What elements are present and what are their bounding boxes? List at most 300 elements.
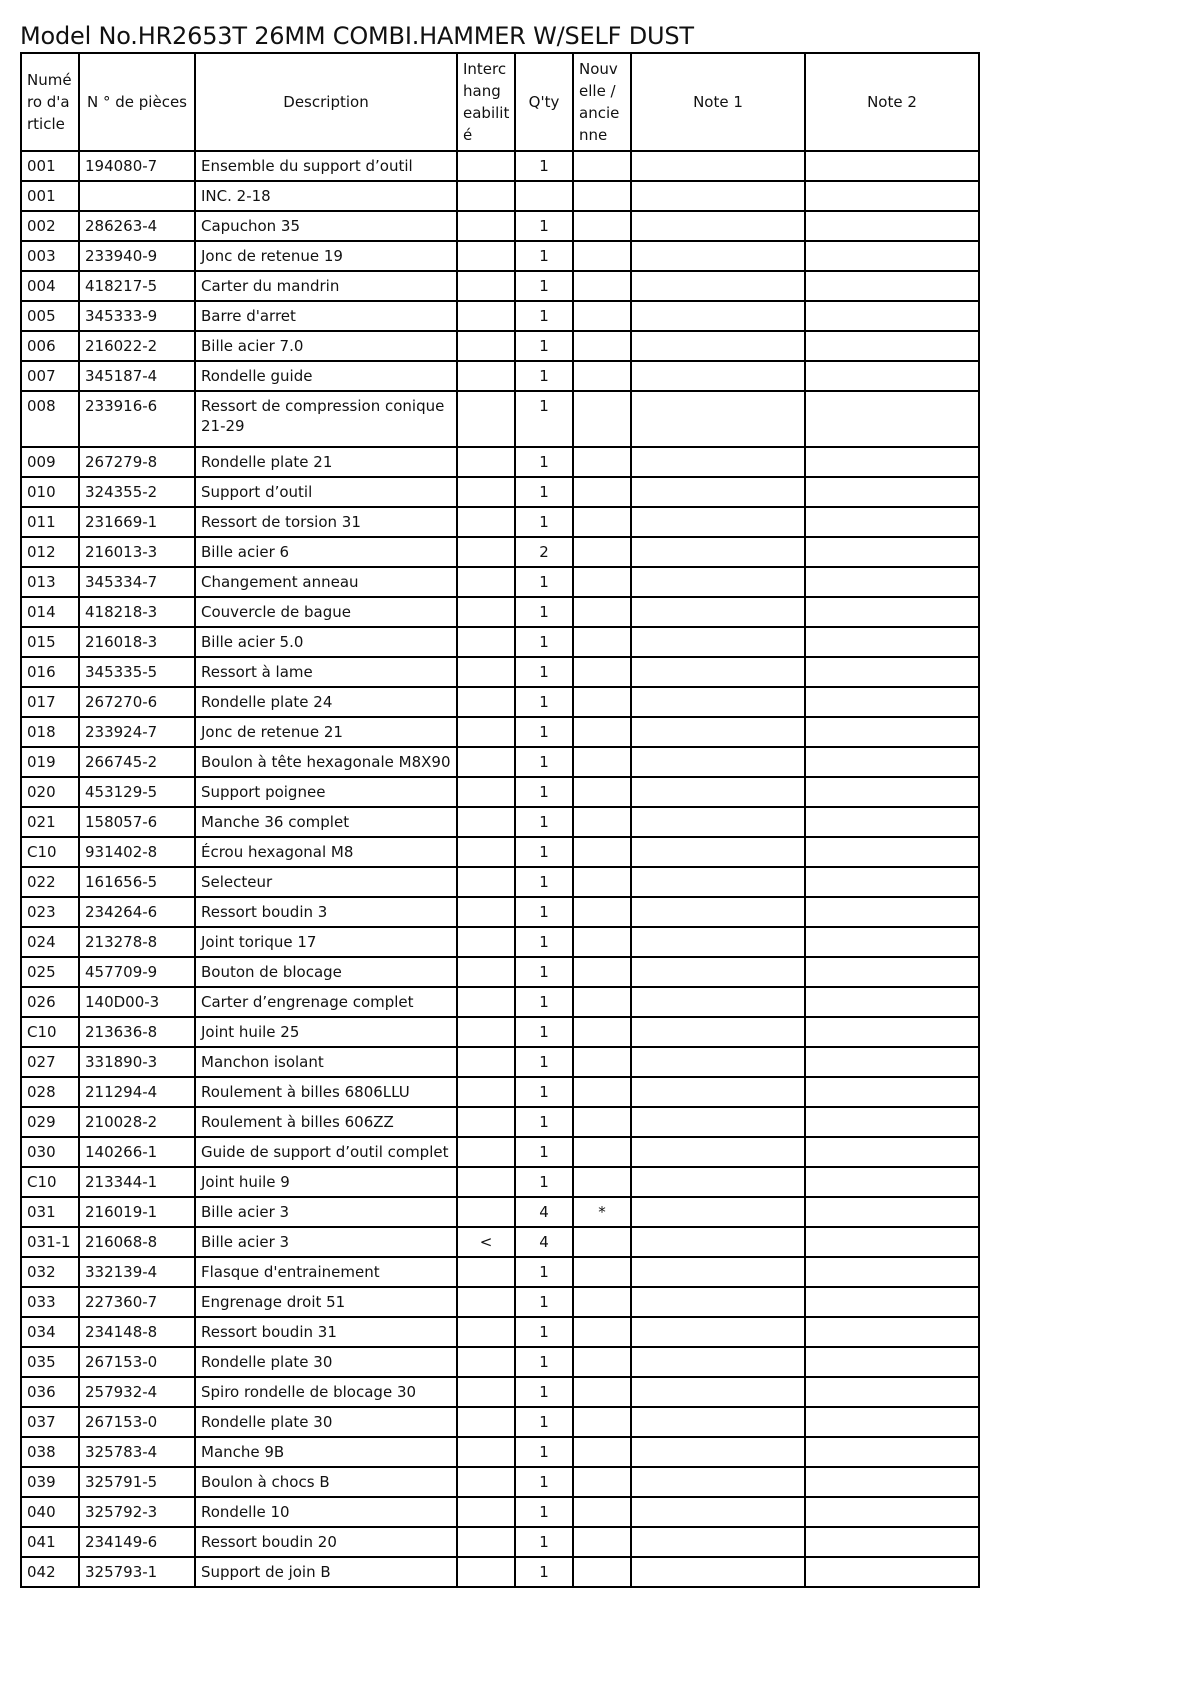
cell-description: Bille acier 7.0 xyxy=(195,331,457,361)
cell-description: Ressort boudin 31 xyxy=(195,1317,457,1347)
header-note-1: Note 1 xyxy=(631,53,805,151)
cell-note-1 xyxy=(631,1557,805,1587)
table-row xyxy=(21,1047,979,1077)
cell-new-old xyxy=(573,807,631,837)
table-row xyxy=(21,507,979,537)
cell-article-number: 018 xyxy=(21,717,79,747)
cell-quantity: 1 xyxy=(515,1437,573,1467)
cell-note-1 xyxy=(631,447,805,477)
cell-note-1 xyxy=(631,1347,805,1377)
cell-description: Capuchon 35 xyxy=(195,211,457,241)
cell-note-2 xyxy=(805,181,979,211)
cell-quantity: 1 xyxy=(515,477,573,507)
cell-description: Rondelle 10 xyxy=(195,1497,457,1527)
cell-article-number: 031 xyxy=(21,1197,79,1227)
cell-part-number: 231669-1 xyxy=(79,507,195,537)
cell-description: Ressort boudin 3 xyxy=(195,897,457,927)
cell-article-number: 017 xyxy=(21,687,79,717)
cell-quantity: 4 xyxy=(515,1197,573,1227)
cell-note-2 xyxy=(805,1167,979,1197)
cell-interchangeability xyxy=(457,1527,515,1557)
cell-quantity: 1 xyxy=(515,1167,573,1197)
cell-description: Engrenage droit 51 xyxy=(195,1287,457,1317)
cell-quantity: 1 xyxy=(515,1047,573,1077)
cell-quantity: 1 xyxy=(515,331,573,361)
cell-new-old xyxy=(573,391,631,447)
header-quantity: Q'ty xyxy=(515,53,573,151)
cell-quantity: 1 xyxy=(515,1557,573,1587)
cell-new-old xyxy=(573,627,631,657)
cell-article-number: 037 xyxy=(21,1407,79,1437)
cell-quantity: 1 xyxy=(515,1527,573,1557)
header-description: Description xyxy=(195,53,457,151)
cell-quantity: 1 xyxy=(515,1137,573,1167)
table-row xyxy=(21,837,979,867)
cell-new-old xyxy=(573,1497,631,1527)
cell-note-2 xyxy=(805,1317,979,1347)
cell-article-number: 009 xyxy=(21,447,79,477)
table-row xyxy=(21,181,979,211)
cell-description: Roulement à billes 606ZZ xyxy=(195,1107,457,1137)
cell-note-1 xyxy=(631,837,805,867)
cell-note-1 xyxy=(631,1077,805,1107)
cell-article-number: 012 xyxy=(21,537,79,567)
cell-description: Bille acier 3 xyxy=(195,1197,457,1227)
table-row xyxy=(21,1407,979,1437)
cell-article-number: 026 xyxy=(21,987,79,1017)
cell-note-1 xyxy=(631,1167,805,1197)
cell-note-1 xyxy=(631,1437,805,1467)
cell-interchangeability xyxy=(457,151,515,181)
cell-note-2 xyxy=(805,687,979,717)
cell-part-number: 331890-3 xyxy=(79,1047,195,1077)
cell-new-old xyxy=(573,657,631,687)
cell-description: Ressort boudin 20 xyxy=(195,1527,457,1557)
cell-note-2 xyxy=(805,987,979,1017)
cell-part-number: 213344-1 xyxy=(79,1167,195,1197)
cell-note-2 xyxy=(805,747,979,777)
table-row xyxy=(21,1557,979,1587)
cell-part-number: 234264-6 xyxy=(79,897,195,927)
cell-description: Boulon à chocs B xyxy=(195,1467,457,1497)
cell-note-2 xyxy=(805,627,979,657)
cell-part-number: 266745-2 xyxy=(79,747,195,777)
cell-quantity: 1 xyxy=(515,391,573,447)
table-row xyxy=(21,987,979,1017)
cell-new-old xyxy=(573,241,631,271)
cell-note-1 xyxy=(631,687,805,717)
cell-description: Ressort de torsion 31 xyxy=(195,507,457,537)
cell-note-1 xyxy=(631,1467,805,1497)
cell-new-old xyxy=(573,1017,631,1047)
cell-interchangeability xyxy=(457,1497,515,1527)
cell-article-number: 033 xyxy=(21,1287,79,1317)
cell-description: Joint huile 9 xyxy=(195,1167,457,1197)
table-row xyxy=(21,1317,979,1347)
table-row xyxy=(21,567,979,597)
cell-note-1 xyxy=(631,537,805,567)
cell-interchangeability xyxy=(457,391,515,447)
cell-interchangeability xyxy=(457,1047,515,1077)
cell-new-old xyxy=(573,747,631,777)
cell-quantity: 1 xyxy=(515,987,573,1017)
cell-new-old xyxy=(573,1077,631,1107)
cell-new-old xyxy=(573,1347,631,1377)
cell-part-number: 418217-5 xyxy=(79,271,195,301)
cell-part-number: 345187-4 xyxy=(79,361,195,391)
cell-description: Support de join B xyxy=(195,1557,457,1587)
cell-note-2 xyxy=(805,837,979,867)
cell-note-2 xyxy=(805,507,979,537)
cell-description: Rondelle plate 30 xyxy=(195,1347,457,1377)
cell-part-number: 457709-9 xyxy=(79,957,195,987)
cell-part-number: 210028-2 xyxy=(79,1107,195,1137)
cell-note-1 xyxy=(631,1377,805,1407)
cell-quantity: 1 xyxy=(515,447,573,477)
cell-interchangeability xyxy=(457,777,515,807)
cell-note-2 xyxy=(805,1437,979,1467)
cell-quantity: 1 xyxy=(515,657,573,687)
cell-new-old xyxy=(573,1227,631,1257)
cell-note-1 xyxy=(631,331,805,361)
cell-article-number: 019 xyxy=(21,747,79,777)
cell-note-1 xyxy=(631,507,805,537)
table-row xyxy=(21,331,979,361)
table-row xyxy=(21,1437,979,1467)
cell-part-number: 267270-6 xyxy=(79,687,195,717)
cell-new-old xyxy=(573,897,631,927)
table-row xyxy=(21,151,979,181)
cell-description: Rondelle guide xyxy=(195,361,457,391)
header-interchangeability: Interc hang eabilit é xyxy=(457,53,515,151)
cell-article-number: 028 xyxy=(21,1077,79,1107)
cell-interchangeability xyxy=(457,271,515,301)
cell-article-number: 031-1 xyxy=(21,1227,79,1257)
cell-new-old xyxy=(573,301,631,331)
cell-note-2 xyxy=(805,1467,979,1497)
cell-description: Rondelle plate 24 xyxy=(195,687,457,717)
cell-part-number: 418218-3 xyxy=(79,597,195,627)
cell-part-number: 267153-0 xyxy=(79,1347,195,1377)
cell-part-number: 324355-2 xyxy=(79,477,195,507)
cell-new-old xyxy=(573,597,631,627)
cell-interchangeability xyxy=(457,1257,515,1287)
table-row xyxy=(21,897,979,927)
cell-quantity: 1 xyxy=(515,687,573,717)
cell-note-2 xyxy=(805,301,979,331)
cell-article-number: 029 xyxy=(21,1107,79,1137)
cell-article-number: 020 xyxy=(21,777,79,807)
cell-article-number: 035 xyxy=(21,1347,79,1377)
cell-note-2 xyxy=(805,1017,979,1047)
cell-note-2 xyxy=(805,1287,979,1317)
cell-note-1 xyxy=(631,897,805,927)
cell-article-number: C10 xyxy=(21,1017,79,1047)
cell-interchangeability xyxy=(457,1197,515,1227)
cell-note-2 xyxy=(805,567,979,597)
cell-new-old xyxy=(573,1407,631,1437)
cell-note-1 xyxy=(631,927,805,957)
table-row xyxy=(21,361,979,391)
cell-new-old xyxy=(573,537,631,567)
cell-article-number: 036 xyxy=(21,1377,79,1407)
cell-interchangeability xyxy=(457,657,515,687)
cell-description: Bouton de blocage xyxy=(195,957,457,987)
cell-quantity: 1 xyxy=(515,151,573,181)
cell-interchangeability xyxy=(457,867,515,897)
cell-part-number: 194080-7 xyxy=(79,151,195,181)
cell-article-number: 021 xyxy=(21,807,79,837)
cell-note-1 xyxy=(631,1257,805,1287)
cell-article-number: 016 xyxy=(21,657,79,687)
cell-interchangeability xyxy=(457,301,515,331)
cell-interchangeability xyxy=(457,837,515,867)
cell-interchangeability xyxy=(457,1017,515,1047)
cell-article-number: 008 xyxy=(21,391,79,447)
cell-description: Bille acier 3 xyxy=(195,1227,457,1257)
table-row xyxy=(21,867,979,897)
cell-part-number: 325783-4 xyxy=(79,1437,195,1467)
cell-article-number: 013 xyxy=(21,567,79,597)
cell-part-number: 233924-7 xyxy=(79,717,195,747)
cell-quantity: 4 xyxy=(515,1227,573,1257)
cell-part-number: 931402-8 xyxy=(79,837,195,867)
cell-interchangeability xyxy=(457,1347,515,1377)
cell-description: Barre d'arret xyxy=(195,301,457,331)
cell-interchangeability xyxy=(457,1407,515,1437)
cell-description: Rondelle plate 21 xyxy=(195,447,457,477)
cell-part-number: 216022-2 xyxy=(79,331,195,361)
cell-description: Support d’outil xyxy=(195,477,457,507)
cell-part-number: 345333-9 xyxy=(79,301,195,331)
cell-new-old xyxy=(573,1167,631,1197)
table-row xyxy=(21,1347,979,1377)
cell-interchangeability xyxy=(457,181,515,211)
cell-note-1 xyxy=(631,1107,805,1137)
cell-note-2 xyxy=(805,597,979,627)
table-row xyxy=(21,657,979,687)
cell-part-number: 140D00-3 xyxy=(79,987,195,1017)
cell-description: Écrou hexagonal M8 xyxy=(195,837,457,867)
cell-new-old xyxy=(573,777,631,807)
cell-interchangeability xyxy=(457,1377,515,1407)
cell-new-old xyxy=(573,1047,631,1077)
cell-note-1 xyxy=(631,1317,805,1347)
cell-description: Bille acier 6 xyxy=(195,537,457,567)
cell-part-number: 345334-7 xyxy=(79,567,195,597)
cell-note-1 xyxy=(631,807,805,837)
cell-interchangeability xyxy=(457,1137,515,1167)
cell-new-old xyxy=(573,151,631,181)
cell-quantity: 1 xyxy=(515,837,573,867)
cell-note-1 xyxy=(631,1137,805,1167)
cell-article-number: 039 xyxy=(21,1467,79,1497)
parts-table xyxy=(20,52,980,1588)
cell-article-number: 023 xyxy=(21,897,79,927)
cell-part-number: 234148-8 xyxy=(79,1317,195,1347)
cell-quantity: 1 xyxy=(515,1017,573,1047)
table-row xyxy=(21,597,979,627)
cell-note-2 xyxy=(805,897,979,927)
cell-note-1 xyxy=(631,271,805,301)
table-row xyxy=(21,1287,979,1317)
cell-article-number: 034 xyxy=(21,1317,79,1347)
cell-quantity: 1 xyxy=(515,897,573,927)
table-row xyxy=(21,1377,979,1407)
cell-new-old xyxy=(573,271,631,301)
cell-article-number: 027 xyxy=(21,1047,79,1077)
cell-note-2 xyxy=(805,657,979,687)
table-row xyxy=(21,957,979,987)
cell-quantity: 1 xyxy=(515,1257,573,1287)
cell-note-1 xyxy=(631,301,805,331)
cell-article-number: 032 xyxy=(21,1257,79,1287)
cell-note-1 xyxy=(631,1047,805,1077)
cell-article-number: 005 xyxy=(21,301,79,331)
cell-description: Jonc de retenue 19 xyxy=(195,241,457,271)
cell-note-1 xyxy=(631,777,805,807)
cell-part-number: 325792-3 xyxy=(79,1497,195,1527)
cell-quantity: 1 xyxy=(515,867,573,897)
cell-note-1 xyxy=(631,627,805,657)
cell-new-old xyxy=(573,837,631,867)
table-row xyxy=(21,1467,979,1497)
cell-note-1 xyxy=(631,477,805,507)
cell-quantity: 1 xyxy=(515,777,573,807)
cell-interchangeability xyxy=(457,987,515,1017)
cell-note-1 xyxy=(631,181,805,211)
cell-note-2 xyxy=(805,447,979,477)
cell-interchangeability xyxy=(457,957,515,987)
cell-note-2 xyxy=(805,391,979,447)
table-row xyxy=(21,1257,979,1287)
cell-part-number: 216013-3 xyxy=(79,537,195,567)
cell-article-number: 025 xyxy=(21,957,79,987)
cell-new-old xyxy=(573,1527,631,1557)
cell-part-number: 216019-1 xyxy=(79,1197,195,1227)
table-row xyxy=(21,777,979,807)
cell-quantity: 1 xyxy=(515,1407,573,1437)
table-row xyxy=(21,447,979,477)
cell-part-number: 216068-8 xyxy=(79,1227,195,1257)
cell-quantity: 1 xyxy=(515,957,573,987)
cell-interchangeability xyxy=(457,1287,515,1317)
cell-note-2 xyxy=(805,1497,979,1527)
cell-note-2 xyxy=(805,271,979,301)
cell-interchangeability xyxy=(457,717,515,747)
cell-description: Couvercle de bague xyxy=(195,597,457,627)
cell-note-2 xyxy=(805,1197,979,1227)
table-row xyxy=(21,301,979,331)
cell-article-number: 002 xyxy=(21,211,79,241)
cell-description: Carter du mandrin xyxy=(195,271,457,301)
cell-interchangeability xyxy=(457,807,515,837)
cell-note-2 xyxy=(805,1557,979,1587)
cell-quantity: 1 xyxy=(515,627,573,657)
cell-interchangeability xyxy=(457,747,515,777)
cell-note-2 xyxy=(805,1227,979,1257)
cell-note-2 xyxy=(805,867,979,897)
cell-quantity: 1 xyxy=(515,807,573,837)
cell-part-number: 325793-1 xyxy=(79,1557,195,1587)
cell-new-old xyxy=(573,1287,631,1317)
table-row xyxy=(21,537,979,567)
cell-part-number: 161656-5 xyxy=(79,867,195,897)
cell-note-2 xyxy=(805,241,979,271)
cell-article-number: 003 xyxy=(21,241,79,271)
cell-description: Ressort de compression conique 21-29 xyxy=(195,391,457,447)
cell-interchangeability xyxy=(457,361,515,391)
cell-interchangeability xyxy=(457,1437,515,1467)
cell-new-old xyxy=(573,717,631,747)
cell-article-number: C10 xyxy=(21,837,79,867)
cell-article-number: 042 xyxy=(21,1557,79,1587)
header-article-number: Numé ro d'a rticle xyxy=(21,53,79,151)
cell-interchangeability xyxy=(457,537,515,567)
table-row xyxy=(21,927,979,957)
cell-interchangeability xyxy=(457,1467,515,1497)
header-note-2: Note 2 xyxy=(805,53,979,151)
cell-quantity: 1 xyxy=(515,1317,573,1347)
cell-quantity: 1 xyxy=(515,1077,573,1107)
cell-note-1 xyxy=(631,957,805,987)
cell-description: Flasque d'entrainement xyxy=(195,1257,457,1287)
cell-description: Support poignee xyxy=(195,777,457,807)
cell-new-old xyxy=(573,1557,631,1587)
cell-interchangeability xyxy=(457,1167,515,1197)
table-row xyxy=(21,211,979,241)
cell-new-old xyxy=(573,687,631,717)
cell-article-number: 001 xyxy=(21,151,79,181)
cell-quantity: 1 xyxy=(515,597,573,627)
table-row xyxy=(21,1077,979,1107)
cell-new-old xyxy=(573,447,631,477)
table-row xyxy=(21,1167,979,1197)
cell-quantity xyxy=(515,181,573,211)
cell-new-old xyxy=(573,567,631,597)
cell-new-old xyxy=(573,867,631,897)
cell-part-number: 213636-8 xyxy=(79,1017,195,1047)
cell-note-2 xyxy=(805,477,979,507)
cell-note-1 xyxy=(631,1227,805,1257)
table-row xyxy=(21,241,979,271)
cell-new-old xyxy=(573,507,631,537)
table-row xyxy=(21,1137,979,1167)
cell-note-2 xyxy=(805,1137,979,1167)
cell-interchangeability xyxy=(457,1557,515,1587)
cell-new-old xyxy=(573,957,631,987)
cell-new-old xyxy=(573,181,631,211)
table-header-row xyxy=(21,53,979,151)
cell-part-number: 267153-0 xyxy=(79,1407,195,1437)
cell-note-2 xyxy=(805,211,979,241)
cell-note-1 xyxy=(631,597,805,627)
cell-article-number: 010 xyxy=(21,477,79,507)
cell-interchangeability xyxy=(457,211,515,241)
cell-article-number: 030 xyxy=(21,1137,79,1167)
cell-note-1 xyxy=(631,151,805,181)
cell-quantity: 1 xyxy=(515,717,573,747)
table-row xyxy=(21,717,979,747)
page-title: Model No.HR2653T 26MM COMBI.HAMMER W/SELF DUST xyxy=(20,22,694,50)
cell-quantity: 1 xyxy=(515,927,573,957)
cell-quantity: 1 xyxy=(515,1287,573,1317)
cell-note-1 xyxy=(631,1407,805,1437)
cell-quantity: 1 xyxy=(515,1467,573,1497)
table-row xyxy=(21,1527,979,1557)
table-row xyxy=(21,747,979,777)
cell-part-number: 140266-1 xyxy=(79,1137,195,1167)
